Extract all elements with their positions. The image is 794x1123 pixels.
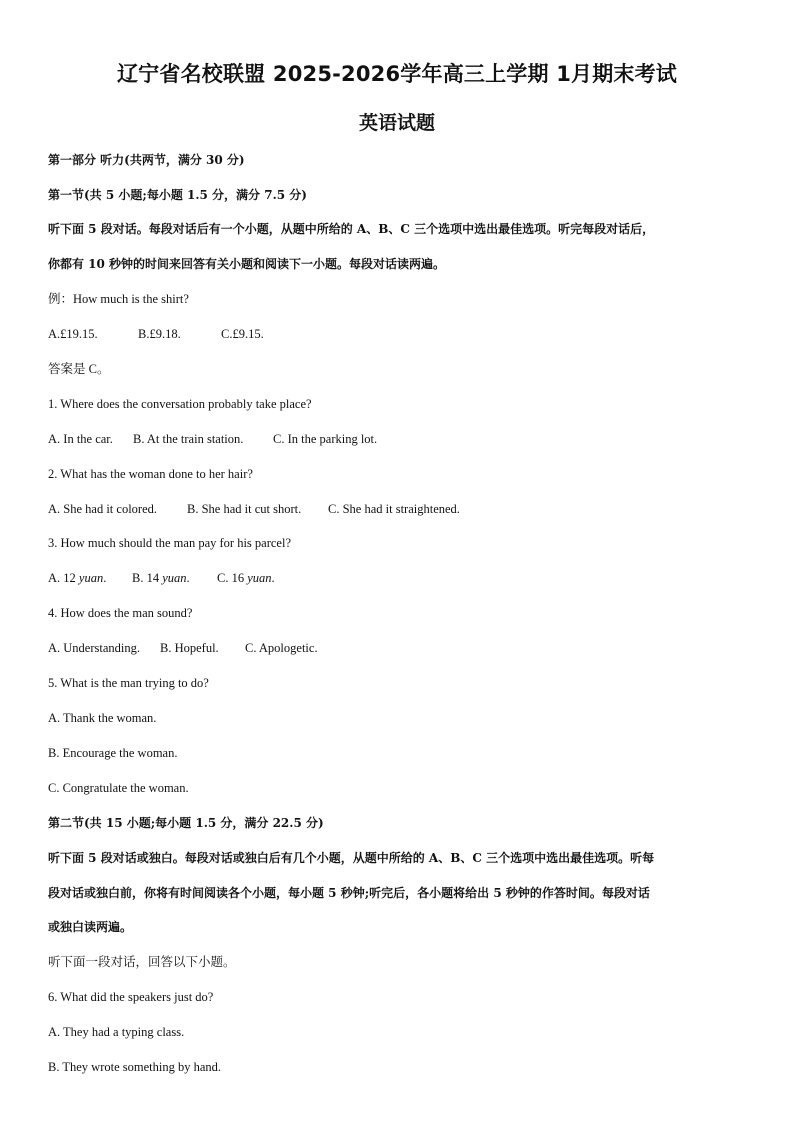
q3-option-c-suffix: . [271, 571, 275, 585]
q3-option-b-prefix: B. 14 [132, 571, 163, 585]
example-option-a: A.£19.15. [48, 327, 98, 341]
question-5: 5. What is the man trying to do? [48, 676, 209, 690]
q3-option-b [132, 570, 217, 586]
q4-option-a: A. Understanding. [48, 641, 140, 655]
q3-option-c-unit: yuan [247, 571, 272, 585]
question-2-options [48, 501, 460, 517]
q5-option-a: A. Thank the woman. [48, 711, 157, 725]
q6-option-a: A. They had a typing class. [48, 1025, 185, 1039]
q5-option-b: B. Encourage the woman. [48, 746, 178, 760]
question-2: 2. What has the woman done to her hair? [48, 467, 253, 481]
example-question: 例：How much is the shirt? [48, 292, 189, 306]
q3-option-b-suffix: . [186, 571, 190, 585]
question-1: 1. Where does the conversation probably take place? [48, 397, 312, 411]
section1-instructions-line2: 你都有 10 秒钟的时间来回答有关小题和阅读下一小题。每段对话读两遍。 [48, 257, 446, 271]
q1-option-b: B. At the train station. [133, 432, 244, 446]
question-3: 3. How much should the man pay for his parcel? [48, 536, 291, 550]
exam-title: 辽宁省名校联盟 2025-2026学年高三上学期 1月期末考试 [116, 62, 678, 86]
q3-option-b-unit: yuan [162, 571, 187, 585]
question-4: 4. How does the man sound? [48, 606, 193, 620]
q3-option-a-unit: yuan [78, 571, 104, 585]
question-1-options [48, 431, 377, 447]
q2-option-c: C. She had it straightened. [328, 502, 460, 516]
q3-option-a [48, 570, 132, 586]
q3-option-c-prefix: C. 16 [217, 571, 248, 585]
q6-option-b: B. They wrote something by hand. [48, 1060, 222, 1074]
q5-option-c: C. Congratulate the woman. [48, 781, 189, 795]
example-options [48, 326, 264, 342]
example-option-c: C.£9.15. [221, 327, 264, 341]
q2-option-b: B. She had it cut short. [187, 502, 302, 516]
question-6: 6. What did the speakers just do? [48, 990, 214, 1004]
listen-next-prompt: 听下面一段对话，回答以下小题。 [48, 955, 236, 969]
exam-subtitle: 英语试题 [358, 112, 435, 134]
q1-option-a: A. In the car. [48, 432, 113, 446]
section1-instructions-line1: 听下面 5 段对话。每段对话后有一个小题，从题中所给的 A、B、C 三个选项中选出最佳选项。听完每段对话后， [48, 222, 655, 236]
q1-option-c: C. In the parking lot. [273, 432, 378, 446]
section2-instructions-line2: 段对话或独白前，你将有时间阅读各个小题，每小题 5 秒钟;听完后，各小题将给出 5 秒钟的作答时间。每段对话 [48, 886, 650, 900]
section2-heading: 第二节(共 15 小题;每小题 1.5 分，满分 22.5 分) [48, 816, 324, 830]
section2-instructions-line1: 听下面 5 段对话或独白。每段对话或独白后有几个小题，从题中所给的 A、B、C 三个选项中选出最佳选项。听每 [48, 851, 655, 865]
q3-option-a-suffix: . [103, 571, 107, 585]
question-4-options [48, 640, 318, 656]
q3-option-a-prefix: A. 12 [48, 571, 79, 585]
q4-option-b: B. Hopeful. [160, 641, 219, 655]
q4-option-c: C. Apologetic. [245, 641, 318, 655]
part1-heading: 第一部分 听力(共两节，满分 30 分) [48, 153, 245, 167]
question-3-options [48, 570, 275, 586]
section2-instructions-line3: 或独白读两遍。 [48, 920, 133, 934]
q2-option-a: A. She had it colored. [48, 502, 158, 516]
q3-option-c [217, 570, 275, 586]
example-option-b: B.£9.18. [138, 327, 181, 341]
example-answer: 答案是 C。 [48, 362, 110, 376]
section1-heading: 第一节(共 5 小题;每小题 1.5 分，满分 7.5 分) [48, 188, 307, 202]
